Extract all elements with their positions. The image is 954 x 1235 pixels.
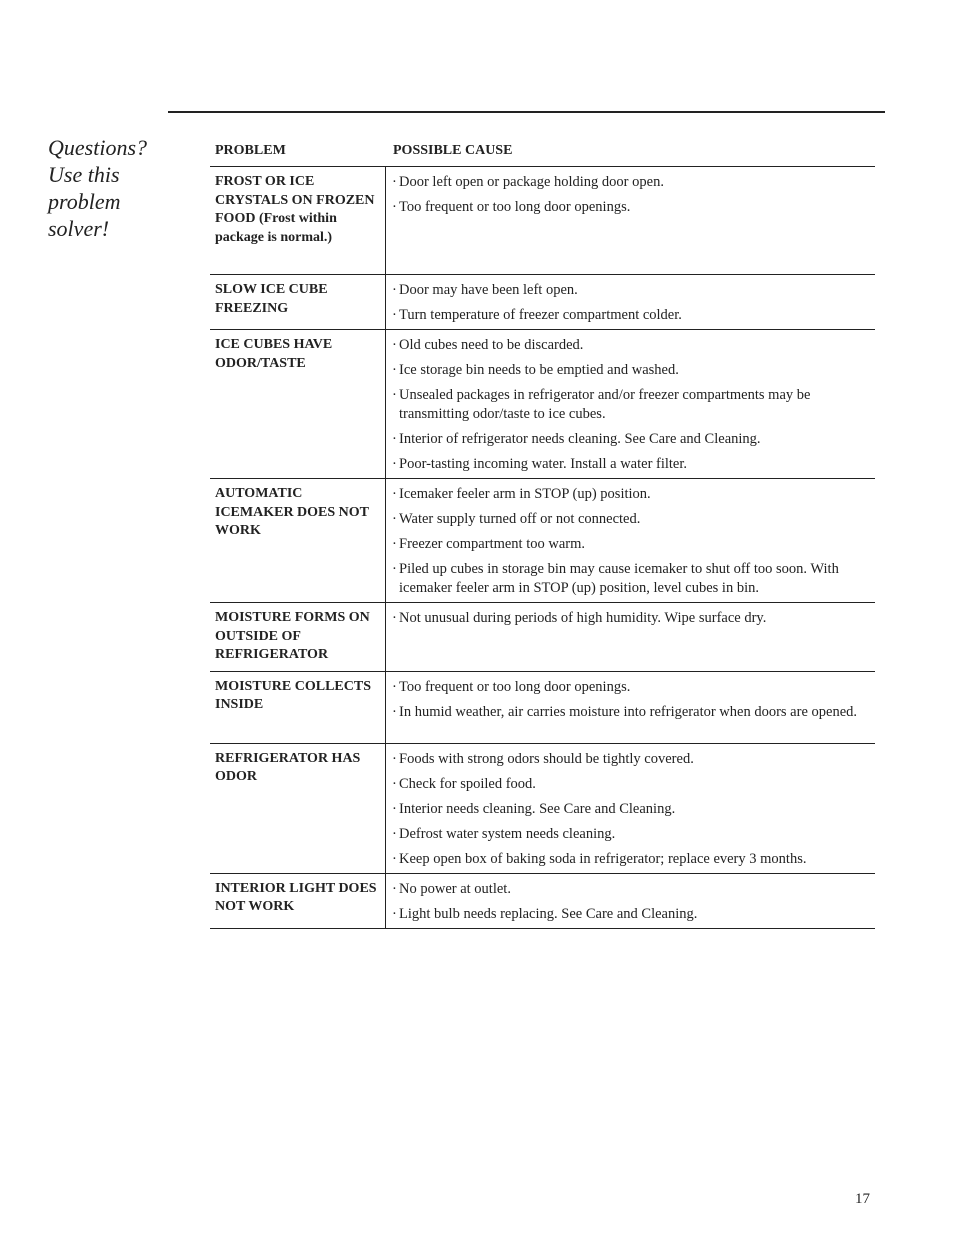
cause-text: In humid weather, air carries moisture into refrigerator when doors are opened.: [399, 703, 858, 720]
sidebar-heading-line: problem: [48, 189, 121, 214]
cause-item: [392, 485, 871, 504]
table-row: [210, 672, 875, 744]
cause-text: Poor-tasting incoming water. Install a water filter.: [399, 456, 688, 472]
sidebar-heading-line: Questions?: [48, 135, 147, 160]
problem-cell: FROST OR ICE CRYSTALS ON FROZEN FOOD (Frost within package is normal.): [210, 167, 386, 274]
cause-item: [392, 198, 871, 217]
causes-cell: [386, 275, 875, 329]
cause-text: Turn temperature of freezer compartment colder.: [399, 307, 682, 323]
cause-item: [392, 430, 871, 449]
table-header: [210, 140, 875, 167]
cause-text: Freezer compartment too warm.: [399, 536, 586, 552]
problem-column-header: PROBLEM: [215, 143, 286, 158]
problem-cell: REFRIGERATOR HAS ODOR: [210, 744, 386, 873]
bullet-dot-icon: ·: [392, 610, 397, 626]
sidebar-heading-line: solver!: [48, 216, 110, 241]
causes-cell: [386, 744, 875, 873]
cause-item: [392, 800, 871, 819]
cause-item: [392, 535, 871, 554]
bullet-dot-icon: ·: [392, 880, 397, 897]
problem-cell: SLOW ICE CUBE FREEZING: [210, 275, 386, 329]
bullet-dot-icon: ·: [392, 750, 397, 767]
bullet-dot-icon: ·: [392, 561, 397, 577]
cause-text: Water supply turned off or not connected.: [399, 511, 641, 527]
causes-cell: [386, 672, 875, 743]
bullet-dot-icon: ·: [392, 282, 397, 298]
bullet-dot-icon: ·: [392, 337, 397, 353]
cause-item: [392, 678, 871, 697]
cause-item: [392, 361, 871, 380]
cause-text: Not unusual during periods of high humidity. Wipe surface dry.: [399, 610, 767, 626]
top-rule: [168, 111, 885, 113]
cause-text: Piled up cubes in storage bin may cause icemaker to shut off too soon. With icemaker feeler arm in STOP (up) position, level cubes in bin.: [399, 561, 839, 596]
cause-text: Interior needs cleaning. See Care and Cleaning.: [399, 800, 676, 817]
problem-cell: MOISTURE COLLECTS INSIDE: [210, 672, 386, 743]
cause-text: Unsealed packages in refrigerator and/or freezer compartments may be transmitting odor/taste to ice cubes.: [399, 387, 811, 422]
bullet-dot-icon: ·: [392, 174, 397, 190]
table-row: [210, 603, 875, 672]
cause-item: [392, 880, 871, 899]
cause-text: Door may have been left open.: [399, 282, 578, 298]
cause-text: Too frequent or too long door openings.: [399, 678, 631, 695]
cause-item: [392, 703, 871, 722]
bullet-dot-icon: ·: [392, 431, 397, 447]
bullet-dot-icon: ·: [392, 775, 397, 792]
bullet-dot-icon: ·: [392, 905, 397, 922]
cause-item: [392, 306, 871, 325]
page-number: 17: [855, 1191, 870, 1207]
bullet-dot-icon: ·: [392, 850, 397, 867]
table-row: [210, 744, 875, 874]
cause-item: [392, 609, 871, 628]
sidebar-heading-line: Use this: [48, 162, 120, 187]
bullet-dot-icon: ·: [392, 825, 397, 842]
cause-item: [392, 336, 871, 355]
causes-cell: [386, 874, 875, 928]
problem-solver-table: [210, 140, 875, 929]
causes-cell: [386, 603, 875, 671]
problem-cell: ICE CUBES HAVE ODOR/TASTE: [210, 330, 386, 478]
cause-text: No power at outlet.: [399, 880, 511, 897]
cause-item: [392, 281, 871, 300]
bullet-dot-icon: ·: [392, 456, 397, 472]
cause-text: Old cubes need to be discarded.: [399, 337, 584, 353]
bullet-dot-icon: ·: [392, 703, 397, 720]
cause-text: Door left open or package holding door open.: [399, 174, 664, 190]
table-row: [210, 874, 875, 929]
cause-text: Light bulb needs replacing. See Care and Cleaning.: [399, 905, 698, 922]
cause-text: Too frequent or too long door openings.: [399, 199, 631, 215]
cause-item: [392, 455, 871, 474]
bullet-dot-icon: ·: [392, 387, 397, 403]
cause-item: [392, 850, 871, 869]
bullet-dot-icon: ·: [392, 199, 397, 215]
cause-text: Defrost water system needs cleaning.: [399, 825, 616, 842]
cause-item: [392, 750, 871, 769]
problem-cell: AUTOMATIC ICEMAKER DOES NOT WORK: [210, 479, 386, 602]
table-row: [210, 275, 875, 330]
causes-cell: [386, 167, 875, 274]
bullet-dot-icon: ·: [392, 511, 397, 527]
cause-text: Icemaker feeler arm in STOP (up) position.: [399, 486, 651, 502]
bullet-dot-icon: ·: [392, 678, 397, 695]
cause-text: Keep open box of baking soda in refrigerator; replace every 3 months.: [399, 850, 807, 867]
table-body: [210, 167, 875, 929]
table-row: [210, 167, 875, 275]
bullet-dot-icon: ·: [392, 800, 397, 817]
cause-item: [392, 905, 871, 924]
sidebar-heading: [48, 134, 168, 242]
cause-item: [392, 775, 871, 794]
cause-text: Check for spoiled food.: [399, 775, 536, 792]
bullet-dot-icon: ·: [392, 486, 397, 502]
problem-cell: INTERIOR LIGHT DOES NOT WORK: [210, 874, 386, 928]
cause-column-header: POSSIBLE CAUSE: [393, 143, 513, 158]
table-row: [210, 479, 875, 603]
problem-cell: MOISTURE FORMS ON OUTSIDE OF REFRIGERATOR: [210, 603, 386, 671]
bullet-dot-icon: ·: [392, 536, 397, 552]
cause-text: Interior of refrigerator needs cleaning. See Care and Cleaning.: [399, 431, 761, 447]
cause-item: [392, 825, 871, 844]
causes-cell: [386, 479, 875, 602]
bullet-dot-icon: ·: [392, 307, 397, 323]
cause-item: [392, 560, 871, 598]
cause-item: [392, 173, 871, 192]
cause-item: [392, 386, 871, 424]
bullet-dot-icon: ·: [392, 362, 397, 378]
table-row: [210, 330, 875, 479]
cause-text: Foods with strong odors should be tightly covered.: [399, 750, 694, 767]
cause-item: [392, 510, 871, 529]
cause-text: Ice storage bin needs to be emptied and washed.: [399, 362, 679, 378]
causes-cell: [386, 330, 875, 478]
